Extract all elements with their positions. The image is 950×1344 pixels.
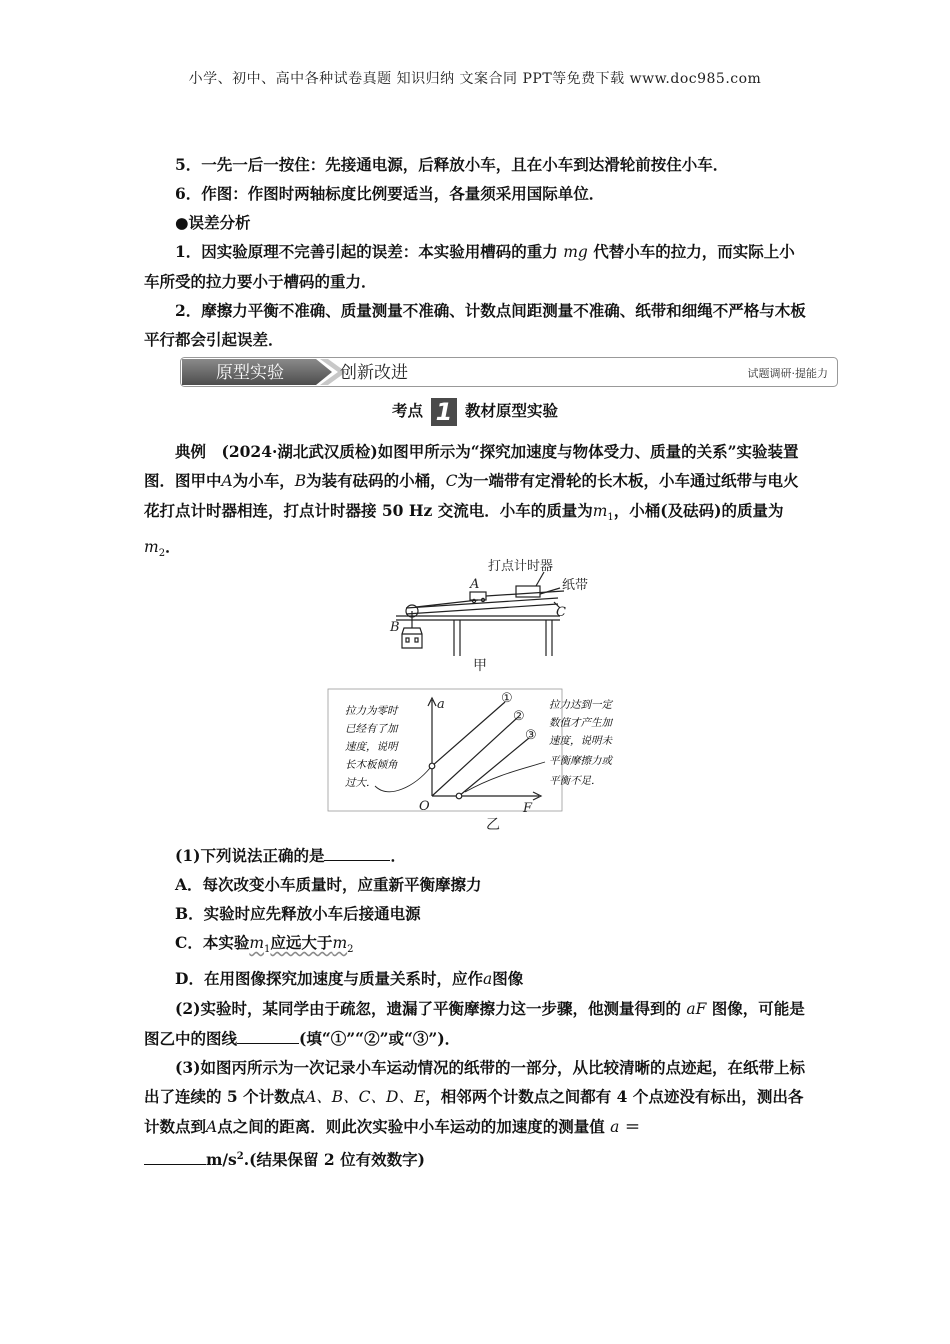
fig-jia-label-C: C [556, 605, 566, 620]
graph-axis-a: a [437, 697, 445, 712]
kaodian-title: 教材原型实验 [465, 401, 559, 420]
kaodian-label: 考点 [391, 401, 423, 420]
graph-note-left [345, 705, 399, 789]
question-3: (3)如图丙所示为一次记录小车运动情况的纸带的一部分，从比较清晰的点迹起，在纸带上标出了连续的 5 个计数点A、B、C、D、E，相邻两个计数点之间都有 4 个点迹没有标出，测出各计数点到A点之间的距离．则此次实验中小车运动的加速度的测量值 a ＝ $m/s^2$.(结果保留 2 位有效数字) [144, 1058, 805, 1170]
kaodian-heading [0, 398, 950, 426]
svg-text:速度，说明: 速度，说明 [345, 741, 398, 753]
banner-tab-1: 原型实验 [216, 363, 284, 383]
note-item-6: 6．作图：作图时两轴标度比例要适当，各量须采用国际单位． [175, 184, 605, 203]
graph-axis-F: F [523, 801, 533, 816]
banner-right: 试题调研·提能力 [747, 367, 828, 380]
option-C: C．本实验$m_1$应远大于$m_2$ [175, 933, 354, 956]
option-D: D．在用图像探究加速度与质量关系时，应作a图像 [175, 969, 524, 989]
banner-tab-2: 创新改进 [340, 363, 408, 383]
graph-origin: O [419, 799, 430, 814]
svg-text:已经有了加: 已经有了加 [345, 723, 398, 735]
figure-jia-apparatus [388, 556, 589, 674]
option-A: A．每次改变小车质量时，应重新平衡摩擦力 [175, 875, 482, 894]
fig-jia-label-B: B [390, 620, 400, 635]
graph-note-right [549, 699, 613, 787]
section-banner [180, 357, 838, 387]
svg-text:平衡不足．: 平衡不足． [549, 775, 602, 787]
svg-text:数值才产生加: 数值才产生加 [549, 717, 612, 729]
svg-text:速度，说明未: 速度，说明未 [549, 735, 612, 747]
svg-text:长木板倾角: 长木板倾角 [345, 759, 398, 771]
question-2: (2)实验时，某同学由于疏忽，遗漏了平衡摩擦力这一步骤，他测量得到的 aF 图像，可能是图乙中的图线 (填“①”“②”或“③”)． [144, 999, 805, 1049]
figure-yi-graph [327, 688, 657, 833]
fig-jia-label-A: A [470, 577, 480, 592]
example-section [144, 437, 808, 568]
example-text: 典例 (2024·湖北武汉质检)如图甲所示为“探究加速度与物体受力、质量的关系”实验装置图．图甲中A为小车，B为装有砝码的小桶，C为一端带有定滑轮的长木板，小车通过纸带与电火花打点计时器相连，打点计时器接 50 Hz 交流电．小车的质量为$m_1$，小桶(及砝码)的质量为$m_2$． [144, 442, 799, 560]
fig-yi-caption: 乙 [486, 817, 500, 833]
page-header: 小学、初中、高中各种试卷真题 知识归纳 文案合同 PPT等免费下载 www.doc985.com [188, 71, 762, 87]
svg-text:拉力达到一定: 拉力达到一定 [549, 699, 612, 711]
error-title: ●误差分析 [175, 213, 251, 232]
svg-text:平衡摩擦力或: 平衡摩擦力或 [549, 755, 612, 767]
svg-text:拉力为零时: 拉力为零时 [345, 705, 398, 717]
kaodian-number: 1 [431, 398, 457, 426]
note-item-5: 5．一先一后一按住：先接通电源，后释放小车，且在小车到达滑轮前按住小车． [175, 155, 729, 174]
notes-section [144, 150, 808, 354]
error-item-2: 2．摩擦力平衡不准确、质量测量不准确、计数点间距测量不准确、纸带和细绳不严格与木板平行都会引起误差． [144, 301, 806, 349]
option-B: B．实验时应先释放小车后接通电源 [175, 904, 421, 923]
graph-label-3: ③ [525, 728, 537, 743]
q1-answer-blank[interactable] [324, 842, 390, 861]
fig-jia-timer-label: 打点计时器 [488, 559, 554, 574]
error-item-1: 1．因实验原理不完善引起的误差：本实验用槽码的重力 mg 代替小车的拉力，而实际上小车所受的拉力要小于槽码的重力． [144, 242, 795, 291]
fig-jia-caption: 甲 [473, 658, 487, 674]
q2-answer-blank[interactable] [237, 1025, 299, 1044]
svg-text:过大．: 过大． [345, 777, 377, 789]
q3-answer-blank[interactable] [144, 1146, 206, 1165]
question-1: (1)下列说法正确的是 ． [144, 841, 808, 870]
fig-jia-tape-label: 纸带 [562, 578, 589, 593]
questions-section [144, 841, 808, 1174]
graph-label-2: ② [513, 709, 525, 724]
graph-line-3 [459, 738, 529, 796]
graph-line-2 [432, 718, 517, 796]
graph-label-1: ① [501, 691, 513, 706]
